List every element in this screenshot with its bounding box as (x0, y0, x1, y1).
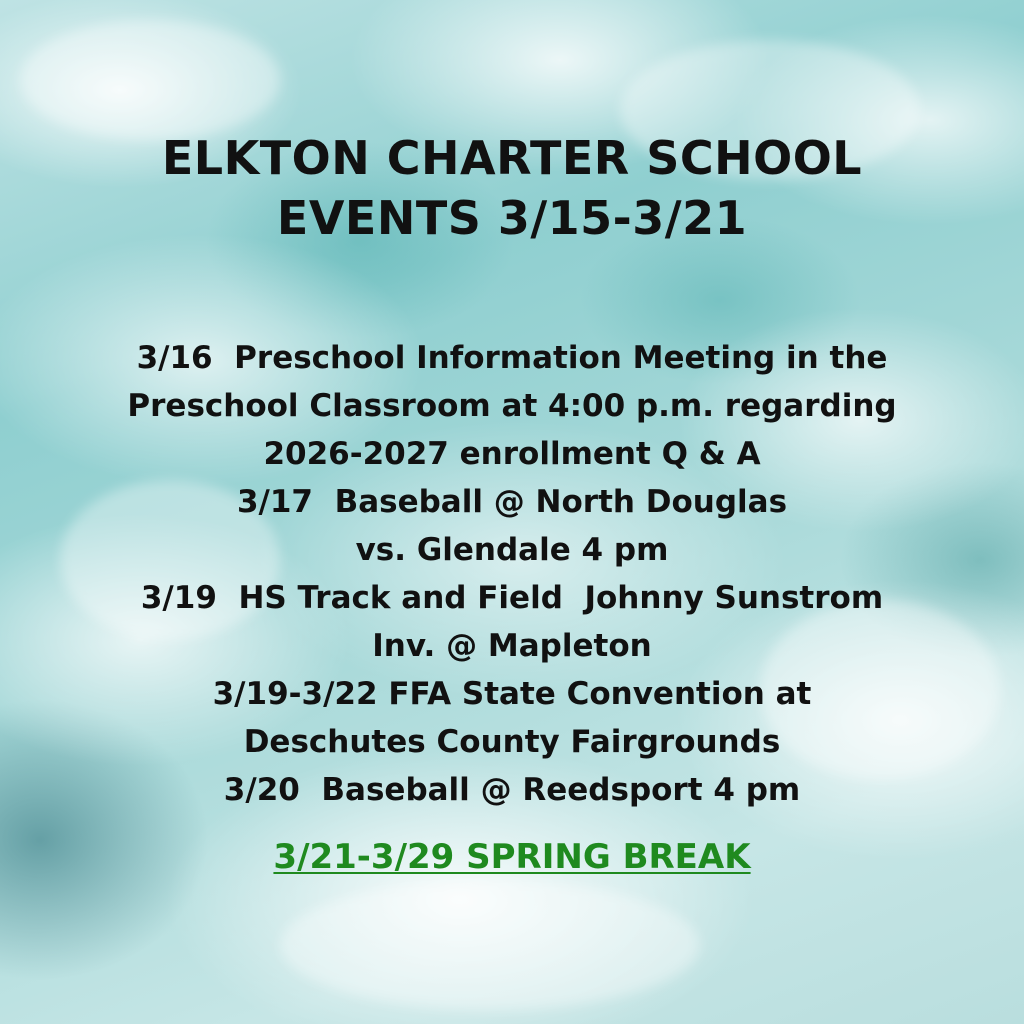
event-line: vs. Glendale 4 pm (355, 532, 669, 568)
event-line: 2026-2027 enrollment Q & A (263, 436, 761, 472)
event-line: 3/17 Baseball @ North Douglas (236, 484, 788, 520)
event-line: 3/19 HS Track and Field Johnny Sunstrom (140, 580, 884, 616)
event-line: 3/16 Preschool Information Meeting in the (136, 340, 888, 376)
event-item (40, 478, 984, 574)
event-line: Preschool Classroom at 4:00 p.m. regarding (127, 388, 897, 424)
title-line: EVENTS 3/15-3/21 (276, 191, 748, 245)
event-line: 3/19-3/22 FFA State Convention at (212, 676, 812, 712)
event-line: Deschutes County Fairgrounds (243, 724, 781, 760)
event-item (40, 670, 984, 766)
flyer-title (40, 128, 984, 248)
event-item (40, 334, 984, 478)
event-item (40, 574, 984, 670)
event-line: Inv. @ Mapleton (372, 628, 652, 664)
events-list (40, 334, 984, 814)
event-line: 3/20 Baseball @ Reedsport 4 pm (223, 772, 801, 808)
title-line: ELKTON CHARTER SCHOOL (161, 131, 863, 185)
spring-break-banner: 3/21-3/29 SPRING BREAK (273, 837, 751, 877)
event-item (40, 766, 984, 814)
